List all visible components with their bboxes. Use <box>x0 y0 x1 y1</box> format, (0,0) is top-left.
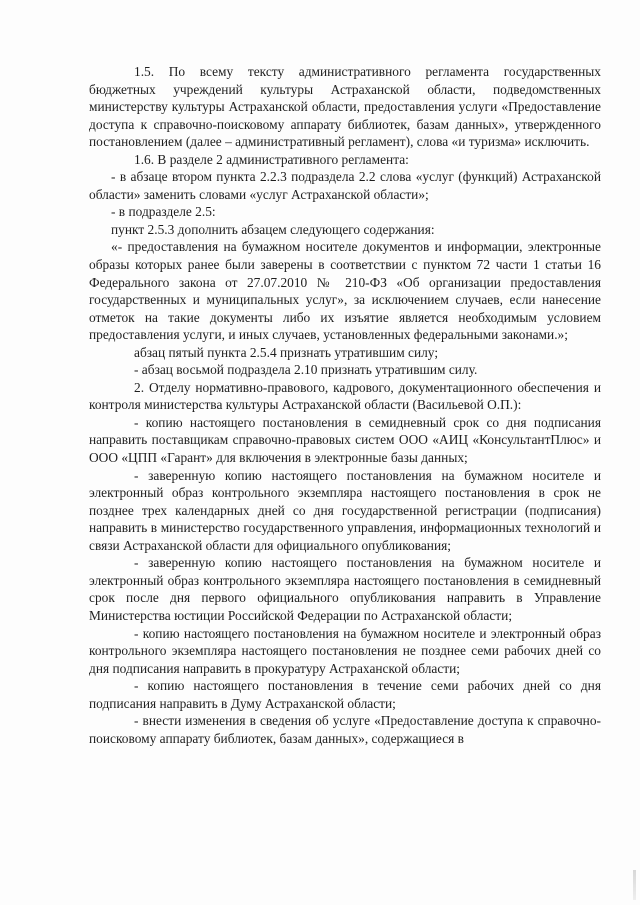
paragraph-copy-duma: - копию настоящего постановления в течение семи рабочих дней со дня подписания направить в Думу Астраханской области; <box>89 678 601 711</box>
document-body <box>89 63 601 747</box>
paragraph-copy-ministry: - заверенную копию настоящего постановления на бумажном носителе и электронный образ контрольного экземпляра настоящего постановления в срок не позднее трех календарных дней со дня государственной регистрации (подписания) направить в министерство государственного управления, информационных технологий и связи Астраханской области для официального опубликования; <box>89 467 601 553</box>
paragraph-item-2-5-3: пункт 2.5.3 дополнить абзацем следующего содержания: <box>111 221 435 237</box>
paragraph-copy-prosecutor: - копию настоящего постановления на бумажном носителе и электронный образ контрольного экземпляра настоящего постановления не позднее семи рабочих дней со дня подписания направить в прокуратуру Астраханской области; <box>89 625 601 676</box>
paragraph-copy-justice: - заверенную копию настоящего постановления на бумажном носителе и электронный образ контрольного экземпляра настоящего постановления в семидневный срок после дня первого официального опубликования направить в Управление Министерства юстиции Российской Федерации по Астраханской области; <box>89 555 601 623</box>
paragraph-1-5: 1.5. По всему тексту административного регламента государственных бюджетных учреждений культуры Астраханской области, подведомственных министерству культуры Астраханской области, предоставления услуги «Предоставление доступа к справочно-поисковому аппарату библиотек, базам данных», утвержденного постановлением (далее – административный регламент), слова «и туризма» исключить. <box>89 64 601 150</box>
scan-edge-mark <box>633 870 636 900</box>
paragraph-1-6: 1.6. В разделе 2 административного регламента: <box>134 151 409 167</box>
paragraph-service-changes: - внести изменения в сведения об услуге «Предоставление доступа к справочно-поисковому аппарату библиотек, базам данных», содержащиеся в <box>89 713 601 746</box>
paragraph-subsection-2-10: - абзац восьмой подраздела 2.10 признать утратившим силу. <box>134 362 478 378</box>
paragraph-section-2: 2. Отделу нормативно-правового, кадрового, документационного обеспечения и контроля министерства культуры Астраханской области (Васильевой О.П.): <box>89 379 601 413</box>
paragraph-copy-legal-systems: - копию настоящего постановления в семидневный срок со дня подписания направить поставщикам справочно-правовых систем ООО «АИЦ «КонсультантПлюс» и ООО «ЦПП «Гарант» для включения в электронные базы данных; <box>89 414 601 466</box>
paragraph-subsection-2-5: - в подразделе 2.5: <box>111 204 216 220</box>
paragraph-item-2-2-3: - в абзаце втором пункта 2.2.3 подраздела 2.2 слова «услуг (функций) Астраханской области» заменить словами «услуг Астраханской области»; <box>89 169 601 202</box>
paragraph-item-2-5-4: абзац пятый пункта 2.5.4 признать утратившим силу; <box>134 344 439 360</box>
paragraph-quoted-addition: «- предоставления на бумажном носителе документов и информации, электронные образы которых ранее были заверены в соответствии с пунктом 72 части 1 статьи 16 Федерального закона от 27.07.2010 № 210-ФЗ «Об организации предоставления государственных и муниципальных услуг», за исключением случаев, если нанесение отметок на такие документы либо их изъятие является необходимым условием предоставления услуги, и иных случаев, установленных федеральными законами.»; <box>89 239 601 343</box>
